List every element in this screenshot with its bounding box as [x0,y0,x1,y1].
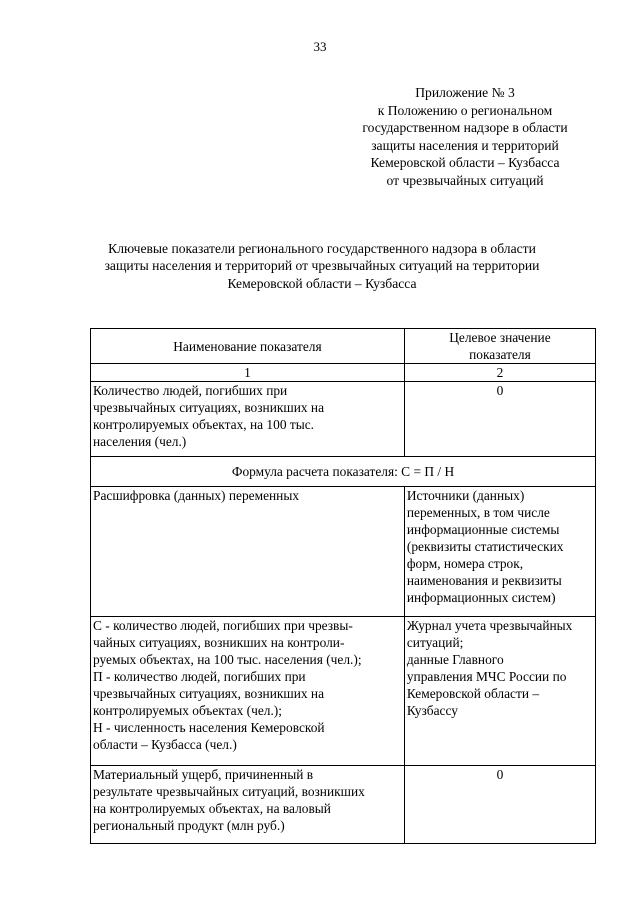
sources-line: информационные системы [406,522,560,537]
appendix-line: к Положению о региональном [377,102,553,118]
appendix-line: от чрезвычайных ситуаций [386,172,544,188]
title-line: Ключевые показатели регионального государственного надзора в области [108,241,536,256]
sources-line: переменных, в том числе [406,505,550,520]
source-line: ситуаций; [406,635,464,650]
variables-sources [404,617,595,766]
variable-line: области – Кузбасса (чел.) [93,737,237,752]
indicator-1-value: 0 [404,382,595,457]
sources-line: Источники (данных) [406,488,525,503]
indicator-2-name [91,766,405,844]
indicator-1-line: чрезвычайных ситуациях, возникших на [93,400,325,415]
decoding-label: Расшифровка (данных) переменных [91,487,405,617]
sources-line: форм, номера строк, [406,556,524,571]
header-indicator-name-text: Наименование показателя [173,338,322,354]
title-line: защиты населения и территорий от чрезвычайных ситуаций на территории [104,258,540,274]
column-number-1: 1 [91,364,405,382]
sources-label [404,487,595,617]
header-indicator-name [91,329,405,364]
title-line: Кемеровской области – Кузбасса [227,275,417,291]
indicator-1-name [91,382,405,457]
table-row [91,766,596,844]
formula: Формула расчета показателя: С = П / Н [91,457,596,487]
source-line: Журнал учета чрезвычайных [406,618,573,633]
variable-line: контролируемых объектах (чел.); [93,703,282,718]
indicator-1-line: Количество людей, погибших при [93,383,288,398]
indicator-1-line: контролируемых объектах, на 100 тыс. [93,417,315,432]
indicator-2-line: на контролируемых объектах, на валовый [93,801,331,816]
sources-line: (реквизиты статистических [406,539,564,554]
variable-line: Н - численность населения Кемеровской [93,720,325,735]
sources-line: информационных систем) [406,590,556,605]
column-number-2: 2 [404,364,595,382]
indicator-2-value: 0 [404,766,595,844]
variable-line: чайных ситуациях, возникших на контроли- [93,635,345,650]
page-number: 33 [313,39,327,54]
formula-row [91,457,596,487]
document-title [80,240,564,292]
indicator-1-line: населения (чел.) [93,434,187,449]
appendix-line: защиты населения и территорий [371,137,559,153]
table-row [91,382,596,457]
source-line: данные Главного [406,652,504,667]
indicator-2-line: региональный продукт (млн руб.) [93,818,285,833]
variable-line: руемых объектах, на 100 тыс. населения (чел.); [93,652,362,667]
source-line: Кузбассу [406,703,458,718]
variables-description [91,617,405,766]
variable-line: С - количество людей, погибших при чрезвы- [93,618,353,633]
variable-line: чрезвычайных ситуациях, возникших на [93,686,325,701]
indicators-table [90,328,596,844]
source-line: Кемеровской области – [406,686,540,701]
appendix-line: Приложение № 3 [415,85,515,100]
table-numbering-row [91,364,596,382]
indicator-2-line: Материальный ущерб, причиненный в [93,767,314,782]
appendix-heading [330,84,600,190]
appendix-line: Кемеровской области – Кузбасса [370,155,560,171]
variable-line: П - количество людей, погибших при [93,669,306,684]
header-target-line: Целевое значение [449,330,551,345]
appendix-line: государственном надзоре в области [362,120,568,136]
decoding-header-row [91,487,596,617]
table-header-row [91,329,596,364]
sources-line: наименования и реквизиты [406,573,562,588]
source-line: управления МЧС России по [406,669,567,684]
variables-row [91,617,596,766]
indicator-2-line: результате чрезвычайных ситуаций, возникших [93,784,365,799]
header-target-line: показателя [469,347,531,362]
header-target-value [404,329,595,364]
